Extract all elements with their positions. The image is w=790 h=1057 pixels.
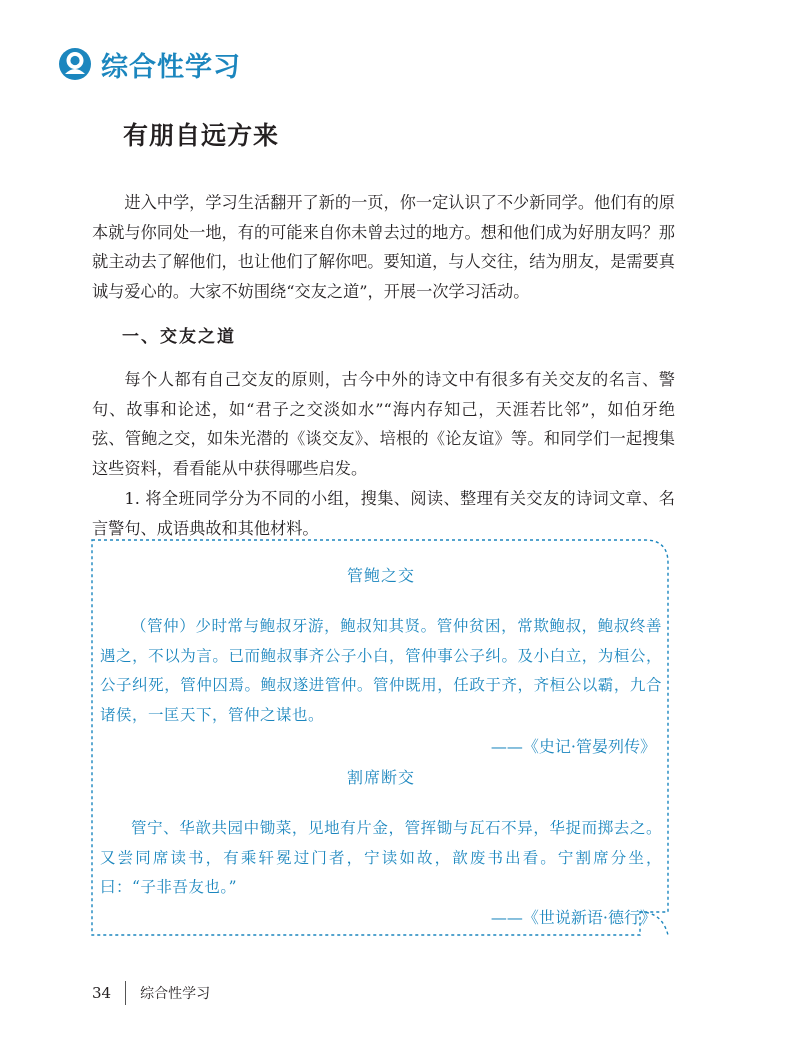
page-number: 34 xyxy=(92,984,112,1002)
story-1-title: 管鲍之交 xyxy=(346,566,415,585)
reading-box-story-1 xyxy=(100,563,662,757)
story-2-source: ——《世说新语·德行》 xyxy=(490,907,656,927)
footer-label: 综合性学习 xyxy=(140,986,211,1002)
footer-divider xyxy=(125,981,126,1005)
intro-paragraph: 进入中学，学习生活翻开了新的一页，你一定认识了不少新同学。他们有的原本就与你同处一地，有的可能来自你未曾去过的地方。想和他们成为好朋友吗？那就主动去了解他们，也让他们了解你吧。要知道，与人交往，结为朋友，是需要真诚与爱心的。大家不妨围绕“交友之道”，开展一次学习活动。 xyxy=(92,193,675,301)
lesson-title: 有朋自远方来 xyxy=(123,121,280,150)
story-1-source: ——《史记·管晏列传》 xyxy=(490,737,656,756)
person-icon xyxy=(58,47,92,81)
task-1: 1. 将全班同学分为不同的小组，搜集、阅读、整理有关交友的诗词文章、名言警句、成语典故和其他材料。 xyxy=(92,489,675,538)
story-2-title: 割席断交 xyxy=(346,768,415,787)
section-paragraph: 每个人都有自己交友的原则，古今中外的诗文中有很多有关交友的名言、警句、故事和论述，如“君子之交淡如水”“海内存知己，天涯若比邻”，如伯牙绝弦、管鲍之交，如朱光潜的《谈交友》、培根的《论友谊》等。和同学们一起搜集这些资料，看看能从中获得哪些启发。 xyxy=(92,370,675,478)
chapter-header xyxy=(58,44,241,84)
reading-box-story-2 xyxy=(100,765,662,928)
chapter-title: 综合性学习 xyxy=(101,51,241,83)
section-title: 一、交友之道 xyxy=(122,327,236,347)
story-2-text: 管宁、华歆共园中锄菜，见地有片金，管挥锄与瓦石不异，华捉而掷去之。又尝同席读书，有乘轩冕过门者，宁读如故，歆废书出看。宁割席分坐，曰：“子非吾友也。” xyxy=(100,819,662,896)
page-footer xyxy=(92,980,210,1006)
story-1-text: （管仲）少时常与鲍叔牙游，鲍叔知其贤。管仲贫困，常欺鲍叔，鲍叔终善遇之，不以为言。已而鲍叔事齐公子小白，管仲事公子纠。及小白立，为桓公，公子纠死，管仲囚焉。鲍叔遂进管仲。管仲既用，任政于齐，齐桓公以霸，九合诸侯，一匡天下，管仲之谋也。 xyxy=(100,617,662,724)
